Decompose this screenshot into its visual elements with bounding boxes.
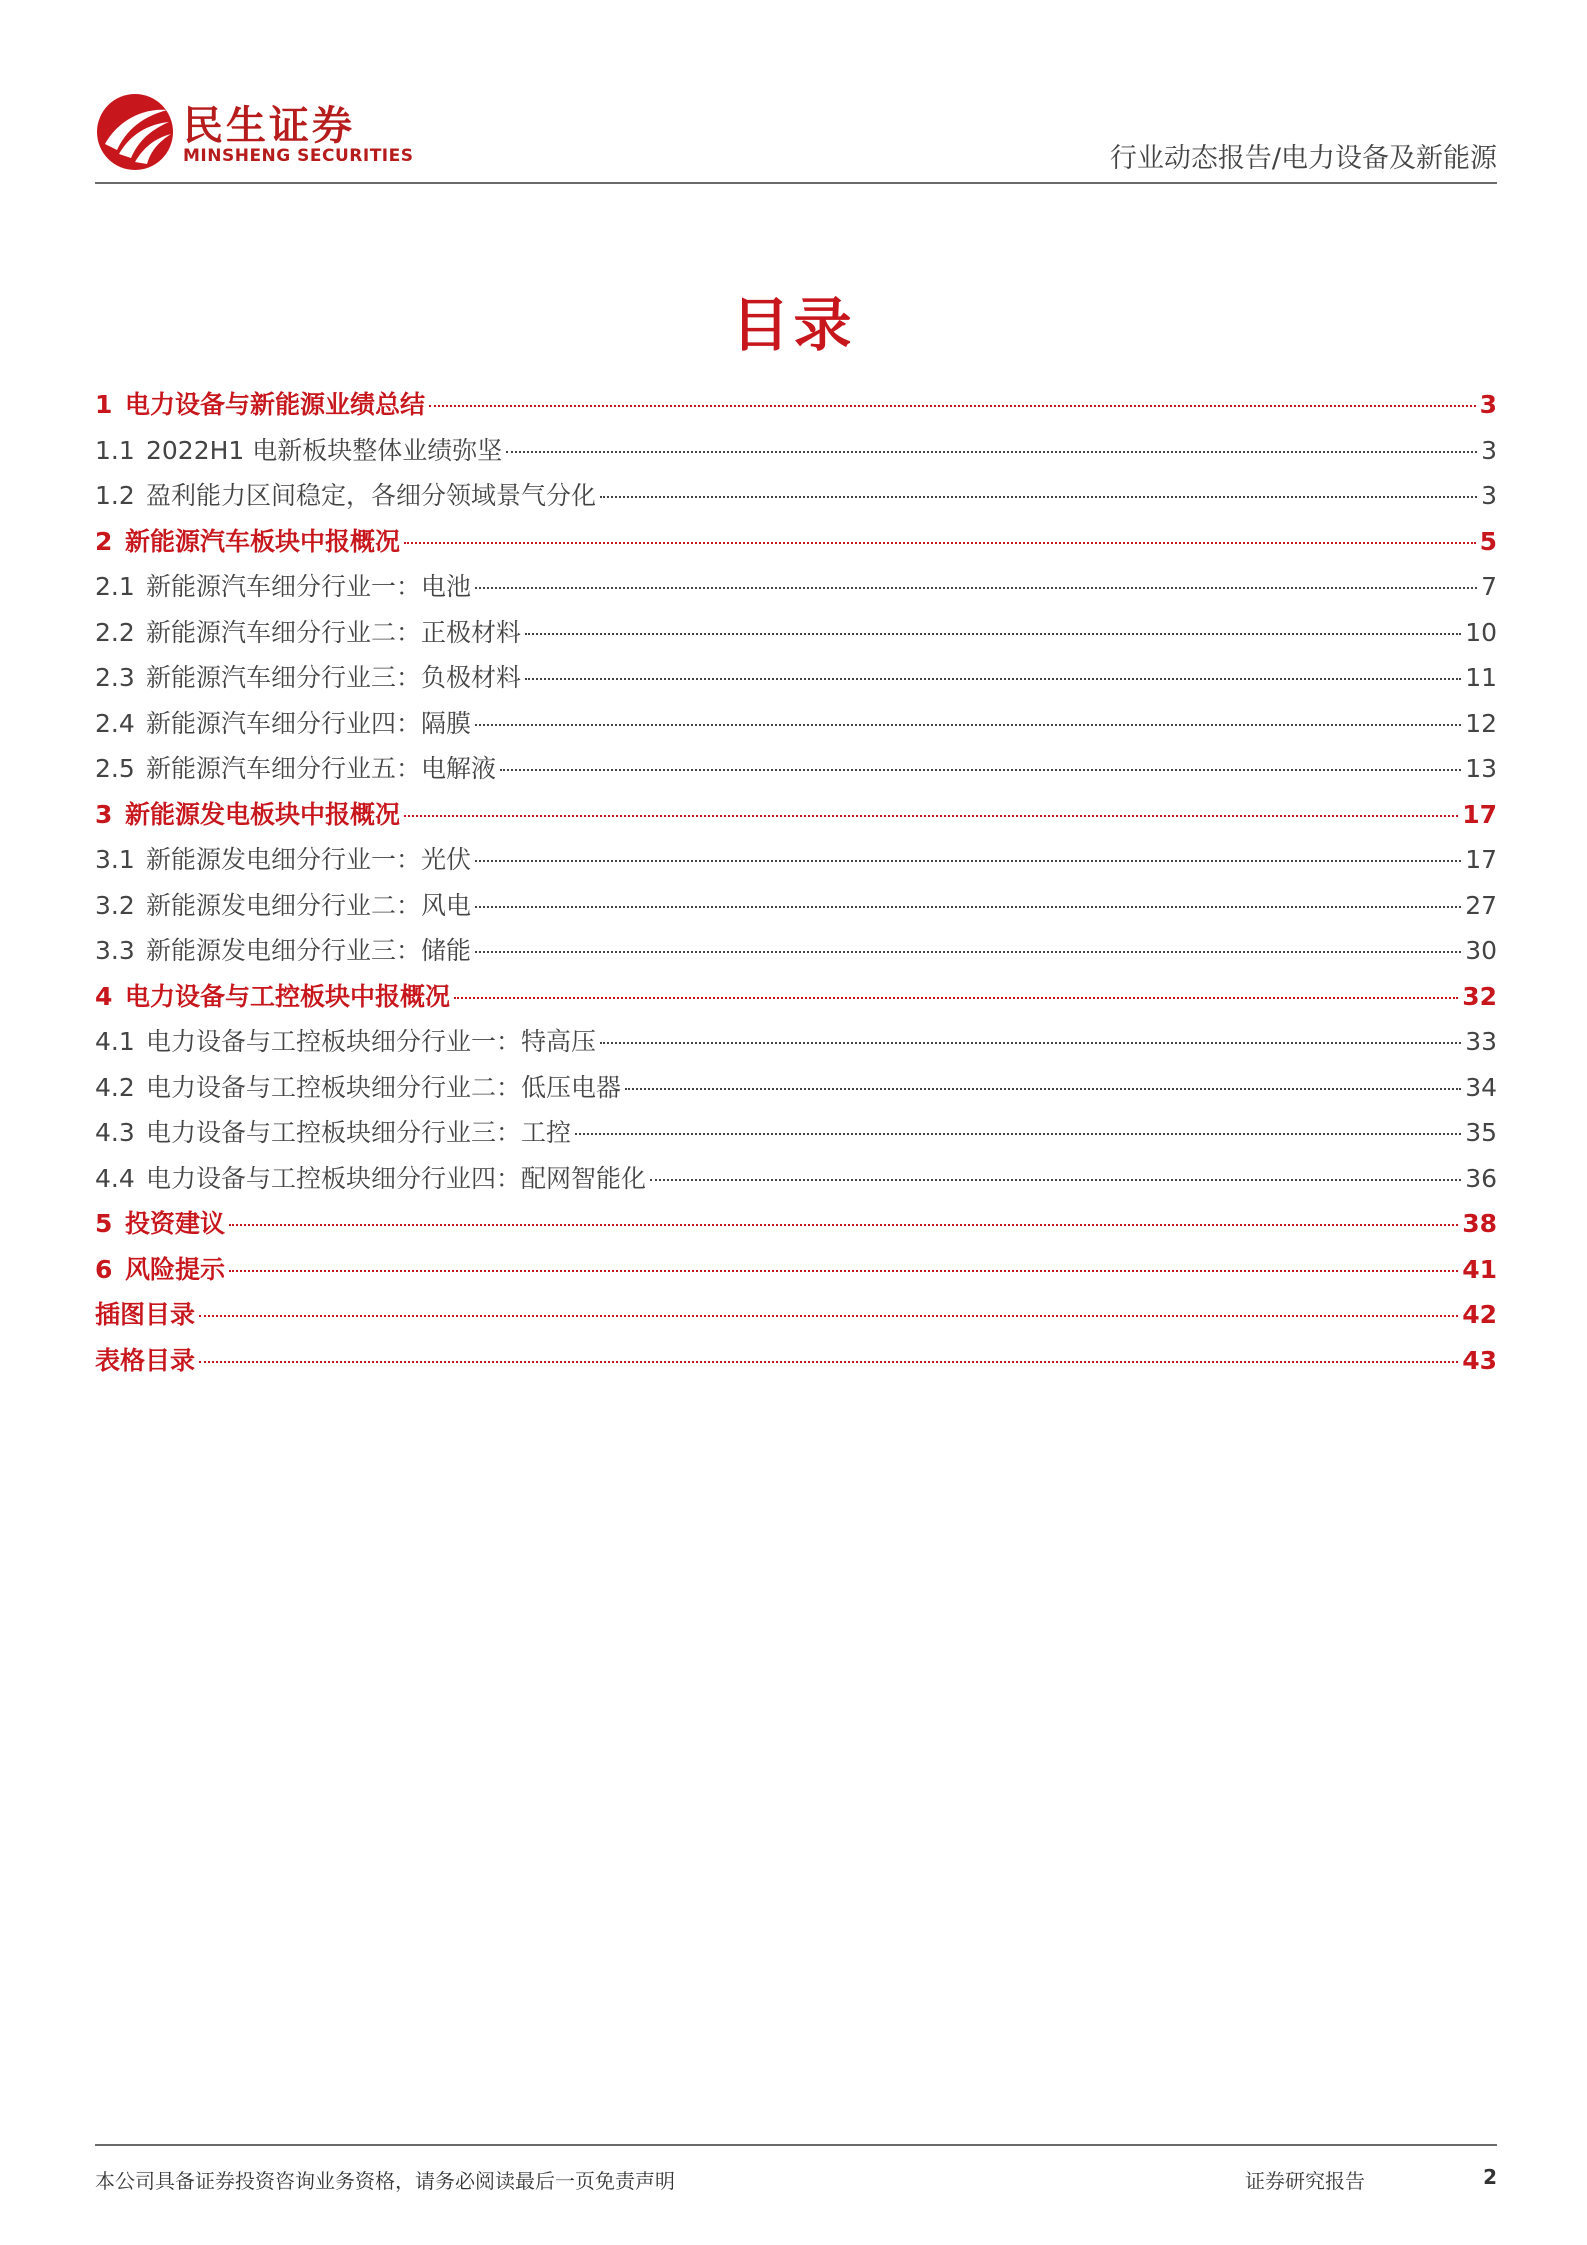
toc-entry-number: 4.2 xyxy=(95,1072,135,1102)
toc-dot-leader xyxy=(229,1270,1458,1272)
toc-entry-title: 新能源汽车细分行业五：电解液 xyxy=(146,754,497,783)
toc-entry-title: 投资建议 xyxy=(125,1209,226,1238)
toc-entry-number: 1.2 xyxy=(95,481,135,510)
toc-entry-title: 新能源发电板块中报概况 xyxy=(125,799,401,829)
toc-entry-page: 42 xyxy=(1462,1300,1497,1329)
toc-entry[interactable] xyxy=(95,1019,1497,1065)
toc-dot-leader xyxy=(625,1088,1461,1090)
page-title: 目录 xyxy=(731,291,856,359)
toc-entry[interactable] xyxy=(95,883,1497,929)
toc-entry[interactable] xyxy=(95,792,1497,838)
toc-entry[interactable] xyxy=(95,473,1497,519)
toc-entry-page: 13 xyxy=(1465,754,1497,783)
toc-entry-title: 新能源发电细分行业二：风电 xyxy=(146,890,472,920)
toc-entry-number: 2.1 xyxy=(95,572,135,601)
toc-entry-title: 2022H1 电新板块整体业绩弥坚 xyxy=(146,435,503,465)
toc-entry-number: 1.1 xyxy=(95,435,135,465)
toc-entry-page: 3 xyxy=(1479,390,1497,419)
toc-entry-title: 新能源汽车细分行业三：负极材料 xyxy=(146,663,522,692)
toc-entry-title: 表格目录 xyxy=(95,1345,196,1375)
toc-entry-number: 3.2 xyxy=(95,890,135,920)
toc-dot-leader xyxy=(500,769,1461,771)
toc-dot-leader xyxy=(229,1224,1458,1226)
toc-entry-page: 27 xyxy=(1465,890,1497,920)
toc-dot-leader xyxy=(475,724,1461,726)
toc-entry-number: 2.4 xyxy=(95,708,135,738)
toc-entry-page: 17 xyxy=(1465,845,1497,874)
toc-entry[interactable] xyxy=(95,519,1497,565)
toc-entry-page: 34 xyxy=(1465,1072,1497,1102)
toc-dot-leader xyxy=(475,587,1477,589)
header-divider xyxy=(95,182,1497,184)
toc-entry-title: 新能源汽车细分行业一：电池 xyxy=(146,572,472,601)
toc-entry-page: 3 xyxy=(1481,435,1497,465)
toc-entry[interactable] xyxy=(95,1201,1497,1247)
toc-entry-page: 32 xyxy=(1462,981,1497,1011)
minsheng-logo-icon xyxy=(95,92,175,172)
toc-entry-page: 7 xyxy=(1481,572,1497,601)
toc-entry[interactable] xyxy=(95,974,1497,1020)
toc-entry[interactable] xyxy=(95,1338,1497,1384)
toc-entry[interactable] xyxy=(95,1292,1497,1338)
toc-entry-page: 43 xyxy=(1462,1345,1497,1375)
toc-dot-leader xyxy=(525,633,1461,635)
toc-entry[interactable] xyxy=(95,428,1497,474)
toc-entry-number: 6 xyxy=(95,1254,113,1284)
toc-dot-leader xyxy=(506,451,1477,453)
toc-entry[interactable] xyxy=(95,382,1497,428)
toc-dot-leader xyxy=(454,997,1458,999)
page-number: 2 xyxy=(1483,2165,1497,2189)
footer-doc-type: 证券研究报告 xyxy=(1245,2169,1365,2193)
toc-entry-title: 新能源汽车板块中报概况 xyxy=(125,526,401,556)
toc-dot-leader xyxy=(404,815,1458,817)
toc-entry-page: 12 xyxy=(1465,708,1497,738)
toc-entry-page: 10 xyxy=(1465,617,1497,647)
toc-entry-number: 2 xyxy=(95,526,113,556)
toc-entry-page: 38 xyxy=(1462,1209,1497,1238)
toc-entry-number: 2.3 xyxy=(95,663,135,692)
toc-entry-page: 3 xyxy=(1481,481,1497,510)
toc-entry-title: 电力设备与工控板块细分行业一：特高压 xyxy=(146,1027,597,1056)
toc-entry-page: 5 xyxy=(1479,526,1497,556)
toc-entry-number: 4.1 xyxy=(95,1027,135,1056)
toc-entry-title: 新能源汽车细分行业四：隔膜 xyxy=(146,708,472,738)
logo-chinese-name: 民生证券 xyxy=(183,103,355,149)
toc-entry[interactable] xyxy=(95,928,1497,974)
toc-entry[interactable] xyxy=(95,564,1497,610)
toc-entry[interactable] xyxy=(95,1156,1497,1202)
toc-entry-number: 3.3 xyxy=(95,936,135,965)
toc-entry-title: 盈利能力区间稳定，各细分领域景气分化 xyxy=(146,481,597,510)
toc-entry-number: 4.3 xyxy=(95,1118,135,1147)
company-logo xyxy=(95,88,425,178)
toc-entry-number: 4 xyxy=(95,981,113,1011)
logo-english-name: MINSHENG SECURITIES xyxy=(183,146,414,166)
table-of-contents xyxy=(95,382,1497,1383)
toc-entry-number: 3 xyxy=(95,799,113,829)
toc-entry[interactable] xyxy=(95,1110,1497,1156)
toc-entry-page: 17 xyxy=(1462,799,1497,829)
toc-entry-number: 1 xyxy=(95,390,113,419)
toc-dot-leader xyxy=(650,1179,1461,1181)
toc-entry-title: 新能源汽车细分行业二：正极材料 xyxy=(146,617,522,647)
toc-dot-leader xyxy=(475,860,1461,862)
toc-entry-title: 插图目录 xyxy=(95,1300,196,1329)
toc-entry-page: 33 xyxy=(1465,1027,1497,1056)
footer-divider xyxy=(95,2144,1497,2146)
toc-entry-number: 3.1 xyxy=(95,845,135,874)
toc-dot-leader xyxy=(525,678,1461,680)
toc-entry-title: 风险提示 xyxy=(125,1254,226,1284)
toc-entry[interactable] xyxy=(95,610,1497,656)
toc-entry-page: 35 xyxy=(1465,1118,1497,1147)
toc-dot-leader xyxy=(429,405,1476,407)
toc-entry-title: 电力设备与新能源业绩总结 xyxy=(125,390,426,419)
report-category: 行业动态报告/电力设备及新能源 xyxy=(1109,143,1497,174)
toc-entry[interactable] xyxy=(95,746,1497,792)
toc-entry-title: 电力设备与工控板块细分行业四：配网智能化 xyxy=(146,1163,647,1193)
toc-entry-title: 电力设备与工控板块中报概况 xyxy=(125,981,451,1011)
toc-entry[interactable] xyxy=(95,1247,1497,1293)
toc-entry-number: 5 xyxy=(95,1209,113,1238)
toc-dot-leader xyxy=(199,1361,1458,1363)
toc-entry-title: 新能源发电细分行业三：储能 xyxy=(146,936,472,965)
toc-entry-title: 电力设备与工控板块细分行业二：低压电器 xyxy=(146,1072,622,1102)
toc-entry[interactable] xyxy=(95,837,1497,883)
page-header xyxy=(95,88,1497,182)
toc-dot-leader xyxy=(404,542,1476,544)
footer-disclaimer: 本公司具备证券投资咨询业务资格，请务必阅读最后一页免责声明 xyxy=(95,2169,675,2193)
toc-dot-leader xyxy=(575,1133,1461,1135)
toc-entry[interactable] xyxy=(95,701,1497,747)
toc-entry-title: 新能源发电细分行业一：光伏 xyxy=(146,845,472,874)
toc-dot-leader xyxy=(600,496,1477,498)
toc-entry-number: 4.4 xyxy=(95,1163,135,1193)
toc-entry-page: 30 xyxy=(1465,936,1497,965)
toc-entry-page: 11 xyxy=(1465,663,1497,692)
toc-entry-number: 2.2 xyxy=(95,617,135,647)
toc-entry-page: 36 xyxy=(1465,1163,1497,1193)
toc-entry-page: 41 xyxy=(1462,1254,1497,1284)
toc-entry[interactable] xyxy=(95,1065,1497,1111)
toc-entry-number: 2.5 xyxy=(95,754,135,783)
toc-entry[interactable] xyxy=(95,655,1497,701)
toc-dot-leader xyxy=(600,1042,1461,1044)
toc-entry-title: 电力设备与工控板块细分行业三：工控 xyxy=(146,1118,572,1147)
toc-dot-leader xyxy=(475,906,1461,908)
toc-dot-leader xyxy=(475,951,1461,953)
toc-dot-leader xyxy=(199,1315,1458,1317)
